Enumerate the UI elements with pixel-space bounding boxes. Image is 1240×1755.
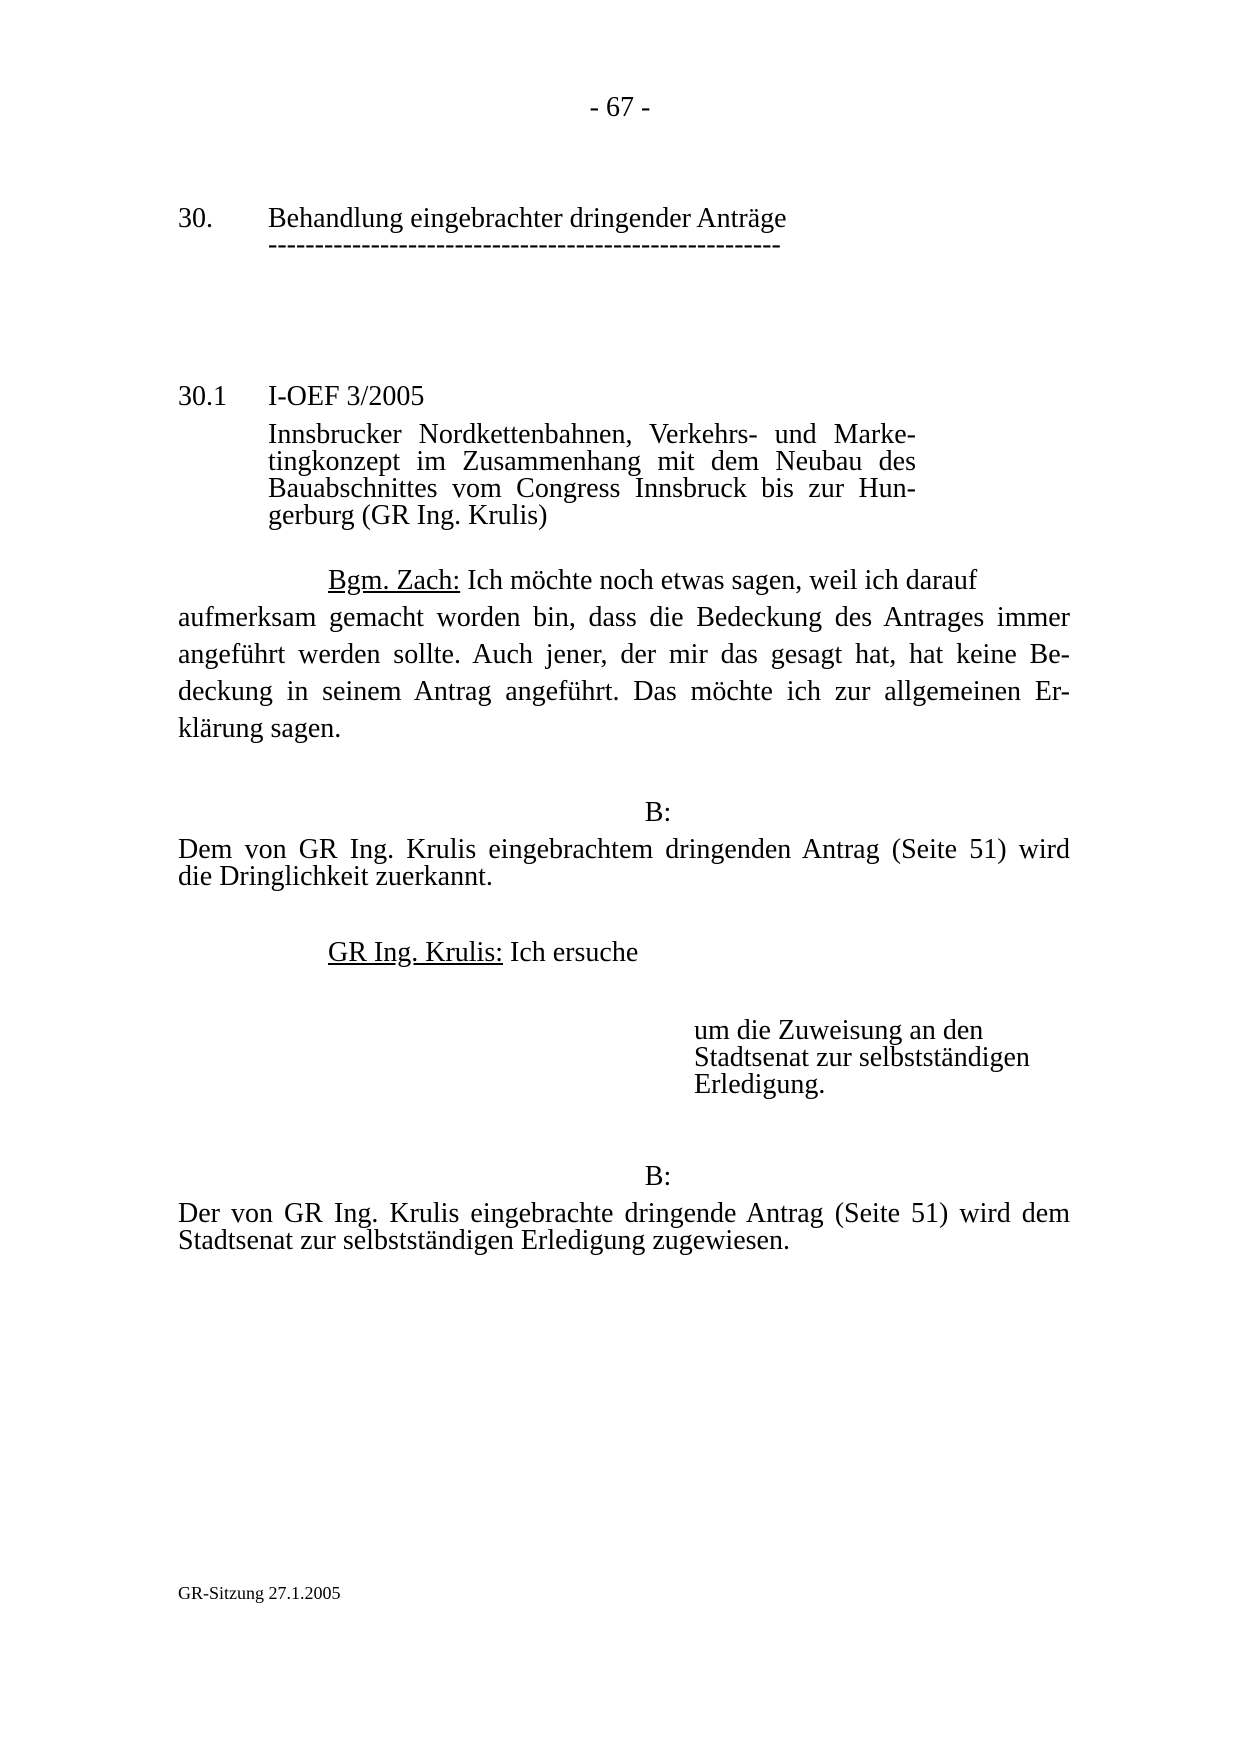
subsection-title-line: gerburg (GR Ing. Krulis) <box>268 500 548 531</box>
subsection-title-line: Bauabschnittes vom Congress Innsbruck bis zur Hun- <box>268 473 916 504</box>
subsection-title-line: Innsbrucker Nordkettenbahnen, Verkehrs- und Marke- <box>268 419 916 450</box>
decision-line: Stadtsenat zur selbstständigen Erledigung zugewiesen. <box>178 1225 790 1256</box>
motion-line: Stadtsenat zur selbstständigen <box>694 1042 1030 1073</box>
decision-label: B: <box>644 797 672 828</box>
subsection-code: I-OEF 3/2005 <box>268 381 425 412</box>
subsection-number: 30.1 <box>178 381 227 412</box>
speech-krulis <box>328 937 638 969</box>
decision-text <box>178 836 1070 890</box>
subsection-title <box>268 421 916 529</box>
decision-text <box>178 1200 1070 1254</box>
speech-line <box>178 562 1070 599</box>
motion-line: Erledigung. <box>694 1069 826 1100</box>
speech-line: klärung sagen. <box>178 713 342 744</box>
speech-text: Ich ersuche <box>503 937 639 968</box>
subsection-title-line: tingkonzept im Zusammenhang mit dem Neubau des <box>268 446 916 477</box>
speech-line: angeführt werden sollte. Auch jener, der mir das gesagt hat, hat keine Be- <box>178 639 1070 670</box>
decision-line: die Dringlichkeit zuerkannt. <box>178 861 493 892</box>
motion-text <box>694 1017 1030 1098</box>
section-rule: ------------------------------------------------------- <box>268 229 781 260</box>
speaker-name: GR Ing. Krulis: <box>328 937 503 968</box>
motion-line: um die Zuweisung an den <box>694 1015 984 1046</box>
speaker-name: Bgm. Zach: <box>328 565 461 596</box>
speech-line: deckung in seinem Antrag angeführt. Das möchte ich zur allgemeinen Er- <box>178 676 1070 707</box>
section-title: Behandlung eingebrachter dringender Anträge <box>268 203 787 234</box>
decision-label: B: <box>644 1161 672 1192</box>
decision-line: Dem von GR Ing. Krulis eingebrachtem dringenden Antrag (Seite 51) wird <box>178 834 1070 865</box>
speech-mayor <box>178 562 1070 747</box>
speech-line: aufmerksam gemacht worden bin, dass die Bedeckung des Antrages immer <box>178 602 1070 633</box>
speech-text: Ich möchte noch etwas sagen, weil ich darauf <box>460 565 978 596</box>
section-number: 30. <box>178 203 213 234</box>
footer-session-date: GR-Sitzung 27.1.2005 <box>178 1583 341 1603</box>
page-number: - 67 - <box>589 92 651 123</box>
decision-line: Der von GR Ing. Krulis eingebrachte dringende Antrag (Seite 51) wird dem <box>178 1198 1070 1229</box>
